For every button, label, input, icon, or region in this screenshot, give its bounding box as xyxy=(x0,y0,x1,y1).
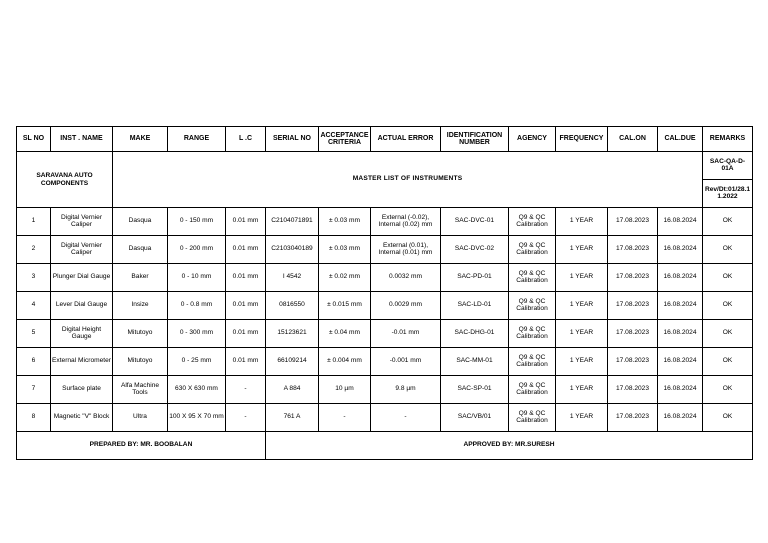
table-cell: Dasqua xyxy=(113,208,168,236)
table-cell: SAC-LD-01 xyxy=(441,292,509,320)
table-cell: ± 0.04 mm xyxy=(319,320,371,348)
column-header: IDENTIFICATION NUMBER xyxy=(441,127,509,152)
column-header: MAKE xyxy=(113,127,168,152)
table-row xyxy=(17,320,753,348)
table-cell: OK xyxy=(703,404,753,432)
table-cell: 8 xyxy=(17,404,51,432)
table-cell: 9.8 µm xyxy=(371,376,441,404)
column-header: L .C xyxy=(226,127,266,152)
table-cell: 0 - 200 mm xyxy=(168,236,226,264)
table-cell: 1 YEAR xyxy=(556,348,608,376)
column-header: CAL.ON xyxy=(608,127,658,152)
table-cell: Dasqua xyxy=(113,236,168,264)
table-cell: OK xyxy=(703,236,753,264)
table-cell: 15123621 xyxy=(266,320,319,348)
table-row xyxy=(17,292,753,320)
document-number: SAC-QA-D-01A xyxy=(703,152,753,180)
table-cell: 3 xyxy=(17,264,51,292)
table-cell: ± 0.03 mm xyxy=(319,236,371,264)
table-cell: ± 0.02 mm xyxy=(319,264,371,292)
table-cell: 0.01 mm xyxy=(226,236,266,264)
document-title: MASTER LIST OF INSTRUMENTS xyxy=(113,152,703,208)
table-cell: Alfa Machine Tools xyxy=(113,376,168,404)
table-cell: SAC/VB/01 xyxy=(441,404,509,432)
table-cell: Ultra xyxy=(113,404,168,432)
table-cell: A 884 xyxy=(266,376,319,404)
table-cell: OK xyxy=(703,376,753,404)
table-cell: Q9 & QC Calibration xyxy=(509,292,556,320)
table-cell: 0816550 xyxy=(266,292,319,320)
table-cell: 17.08.2023 xyxy=(608,208,658,236)
table-row xyxy=(17,404,753,432)
table-cell: 0.01 mm xyxy=(226,264,266,292)
table-cell: 1 YEAR xyxy=(556,208,608,236)
table-cell: -0.001 mm xyxy=(371,348,441,376)
table-cell: External (0.01), Internal (0.01) mm xyxy=(371,236,441,264)
table-cell: Digital Height Gauge xyxy=(51,320,113,348)
table-cell: Q9 & QC Calibration xyxy=(509,376,556,404)
table-cell: 0 - 10 mm xyxy=(168,264,226,292)
table-cell: Mitutoyo xyxy=(113,320,168,348)
table-cell: 7 xyxy=(17,376,51,404)
table-cell: 16.08.2024 xyxy=(658,376,703,404)
table-cell: 16.08.2024 xyxy=(658,208,703,236)
table-cell: OK xyxy=(703,292,753,320)
column-header: INST . NAME xyxy=(51,127,113,152)
table-row xyxy=(17,208,753,236)
table-cell: Baker xyxy=(113,264,168,292)
column-header-row xyxy=(17,127,753,152)
table-cell: C2104071891 xyxy=(266,208,319,236)
table-cell: Q9 & QC Calibration xyxy=(509,404,556,432)
table-cell: Q9 & QC Calibration xyxy=(509,264,556,292)
table-cell: Lever Dial Gauge xyxy=(51,292,113,320)
table-cell: 0 - 150 mm xyxy=(168,208,226,236)
table-cell: 100 X 95 X 70 mm xyxy=(168,404,226,432)
table-cell: OK xyxy=(703,208,753,236)
table-row xyxy=(17,348,753,376)
table-cell: SAC-DHG-01 xyxy=(441,320,509,348)
table-cell: 4 xyxy=(17,292,51,320)
table-cell: 1 YEAR xyxy=(556,404,608,432)
table-row xyxy=(17,264,753,292)
table-cell: Q9 & QC Calibration xyxy=(509,208,556,236)
column-header: AGENCY xyxy=(509,127,556,152)
table-cell: 5 xyxy=(17,320,51,348)
column-header: FREQUENCY xyxy=(556,127,608,152)
table-cell: 17.08.2023 xyxy=(608,348,658,376)
table-cell: 6 xyxy=(17,348,51,376)
table-cell: 1 YEAR xyxy=(556,292,608,320)
table-cell: 761 A xyxy=(266,404,319,432)
column-header: ACTUAL ERROR xyxy=(371,127,441,152)
table-cell: External Micrometer xyxy=(51,348,113,376)
table-cell: 630 X 630 mm xyxy=(168,376,226,404)
prepared-by: PREPARED BY: MR. BOOBALAN xyxy=(17,432,266,460)
table-cell: 17.08.2023 xyxy=(608,292,658,320)
table-cell: 0.0029 mm xyxy=(371,292,441,320)
table-cell: 1 xyxy=(17,208,51,236)
column-header: RANGE xyxy=(168,127,226,152)
column-header: REMARKS xyxy=(703,127,753,152)
table-cell: 16.08.2024 xyxy=(658,264,703,292)
table-cell: 16.08.2024 xyxy=(658,404,703,432)
table-cell: 1 YEAR xyxy=(556,236,608,264)
table-row xyxy=(17,236,753,264)
table-cell: 16.08.2024 xyxy=(658,348,703,376)
table-cell: OK xyxy=(703,348,753,376)
table-cell: Q9 & QC Calibration xyxy=(509,348,556,376)
table-cell: 17.08.2023 xyxy=(608,404,658,432)
table-cell: 17.08.2023 xyxy=(608,376,658,404)
column-header: ACCEPTANCE CRITERIA xyxy=(319,127,371,152)
table-cell: Magnetic "V" Block xyxy=(51,404,113,432)
table-cell: Q9 & QC Calibration xyxy=(509,236,556,264)
table-cell: 0.01 mm xyxy=(226,208,266,236)
table-cell: C2103040189 xyxy=(266,236,319,264)
approved-by: APPROVED BY: MR.SURESH xyxy=(266,432,753,460)
table-cell: 16.08.2024 xyxy=(658,292,703,320)
table-cell: SAC-DVC-01 xyxy=(441,208,509,236)
table-cell: Surface plate xyxy=(51,376,113,404)
company-name: SARAVANA AUTO COMPONENTS xyxy=(17,152,113,208)
table-cell: 0 - 300 mm xyxy=(168,320,226,348)
table-cell: I 4542 xyxy=(266,264,319,292)
table-cell: 17.08.2023 xyxy=(608,320,658,348)
table-row xyxy=(17,376,753,404)
instrument-master-table xyxy=(16,126,753,460)
table-cell: SAC-PD-01 xyxy=(441,264,509,292)
table-cell: Insize xyxy=(113,292,168,320)
table-cell: OK xyxy=(703,264,753,292)
table-cell: - xyxy=(319,404,371,432)
table-cell: 0.01 mm xyxy=(226,292,266,320)
table-cell: Digital Vernier Caliper xyxy=(51,236,113,264)
table-cell: - xyxy=(226,404,266,432)
table-cell: -0.01 mm xyxy=(371,320,441,348)
table-cell: ± 0.03 mm xyxy=(319,208,371,236)
table-cell: ± 0.015 mm xyxy=(319,292,371,320)
table-cell: 16.08.2024 xyxy=(658,236,703,264)
table-cell: SAC-MM-01 xyxy=(441,348,509,376)
table-cell: ± 0.004 mm xyxy=(319,348,371,376)
table-cell: 66109214 xyxy=(266,348,319,376)
table-cell: - xyxy=(371,404,441,432)
table-cell: 2 xyxy=(17,236,51,264)
table-cell: Q9 & QC Calibration xyxy=(509,320,556,348)
column-header: SERIAL NO xyxy=(266,127,319,152)
table-cell: 0 - 0.8 mm xyxy=(168,292,226,320)
table-cell: 0.01 mm xyxy=(226,320,266,348)
column-header: CAL.DUE xyxy=(658,127,703,152)
table-cell: 17.08.2023 xyxy=(608,264,658,292)
revision-date: Rev/Dt:01/28.11.2022 xyxy=(703,180,753,208)
table-cell: 0 - 25 mm xyxy=(168,348,226,376)
table-cell: OK xyxy=(703,320,753,348)
column-header: SL NO xyxy=(17,127,51,152)
table-cell: Mitutoyo xyxy=(113,348,168,376)
table-cell: 10 µm xyxy=(319,376,371,404)
table-cell: 1 YEAR xyxy=(556,264,608,292)
table-cell: 0.0032 mm xyxy=(371,264,441,292)
table-cell: External (-0.02), Internal (0.02) mm xyxy=(371,208,441,236)
table-cell: 17.08.2023 xyxy=(608,236,658,264)
table-cell: 1 YEAR xyxy=(556,320,608,348)
table-cell: 16.08.2024 xyxy=(658,320,703,348)
table-cell: 0.01 mm xyxy=(226,348,266,376)
table-cell: - xyxy=(226,376,266,404)
table-cell: SAC-SP-01 xyxy=(441,376,509,404)
table-cell: SAC-DVC-02 xyxy=(441,236,509,264)
table-cell: Plunger Dial Gauge xyxy=(51,264,113,292)
table-cell: Digital Vernier Caliper xyxy=(51,208,113,236)
table-cell: 1 YEAR xyxy=(556,376,608,404)
table-body xyxy=(17,208,753,432)
